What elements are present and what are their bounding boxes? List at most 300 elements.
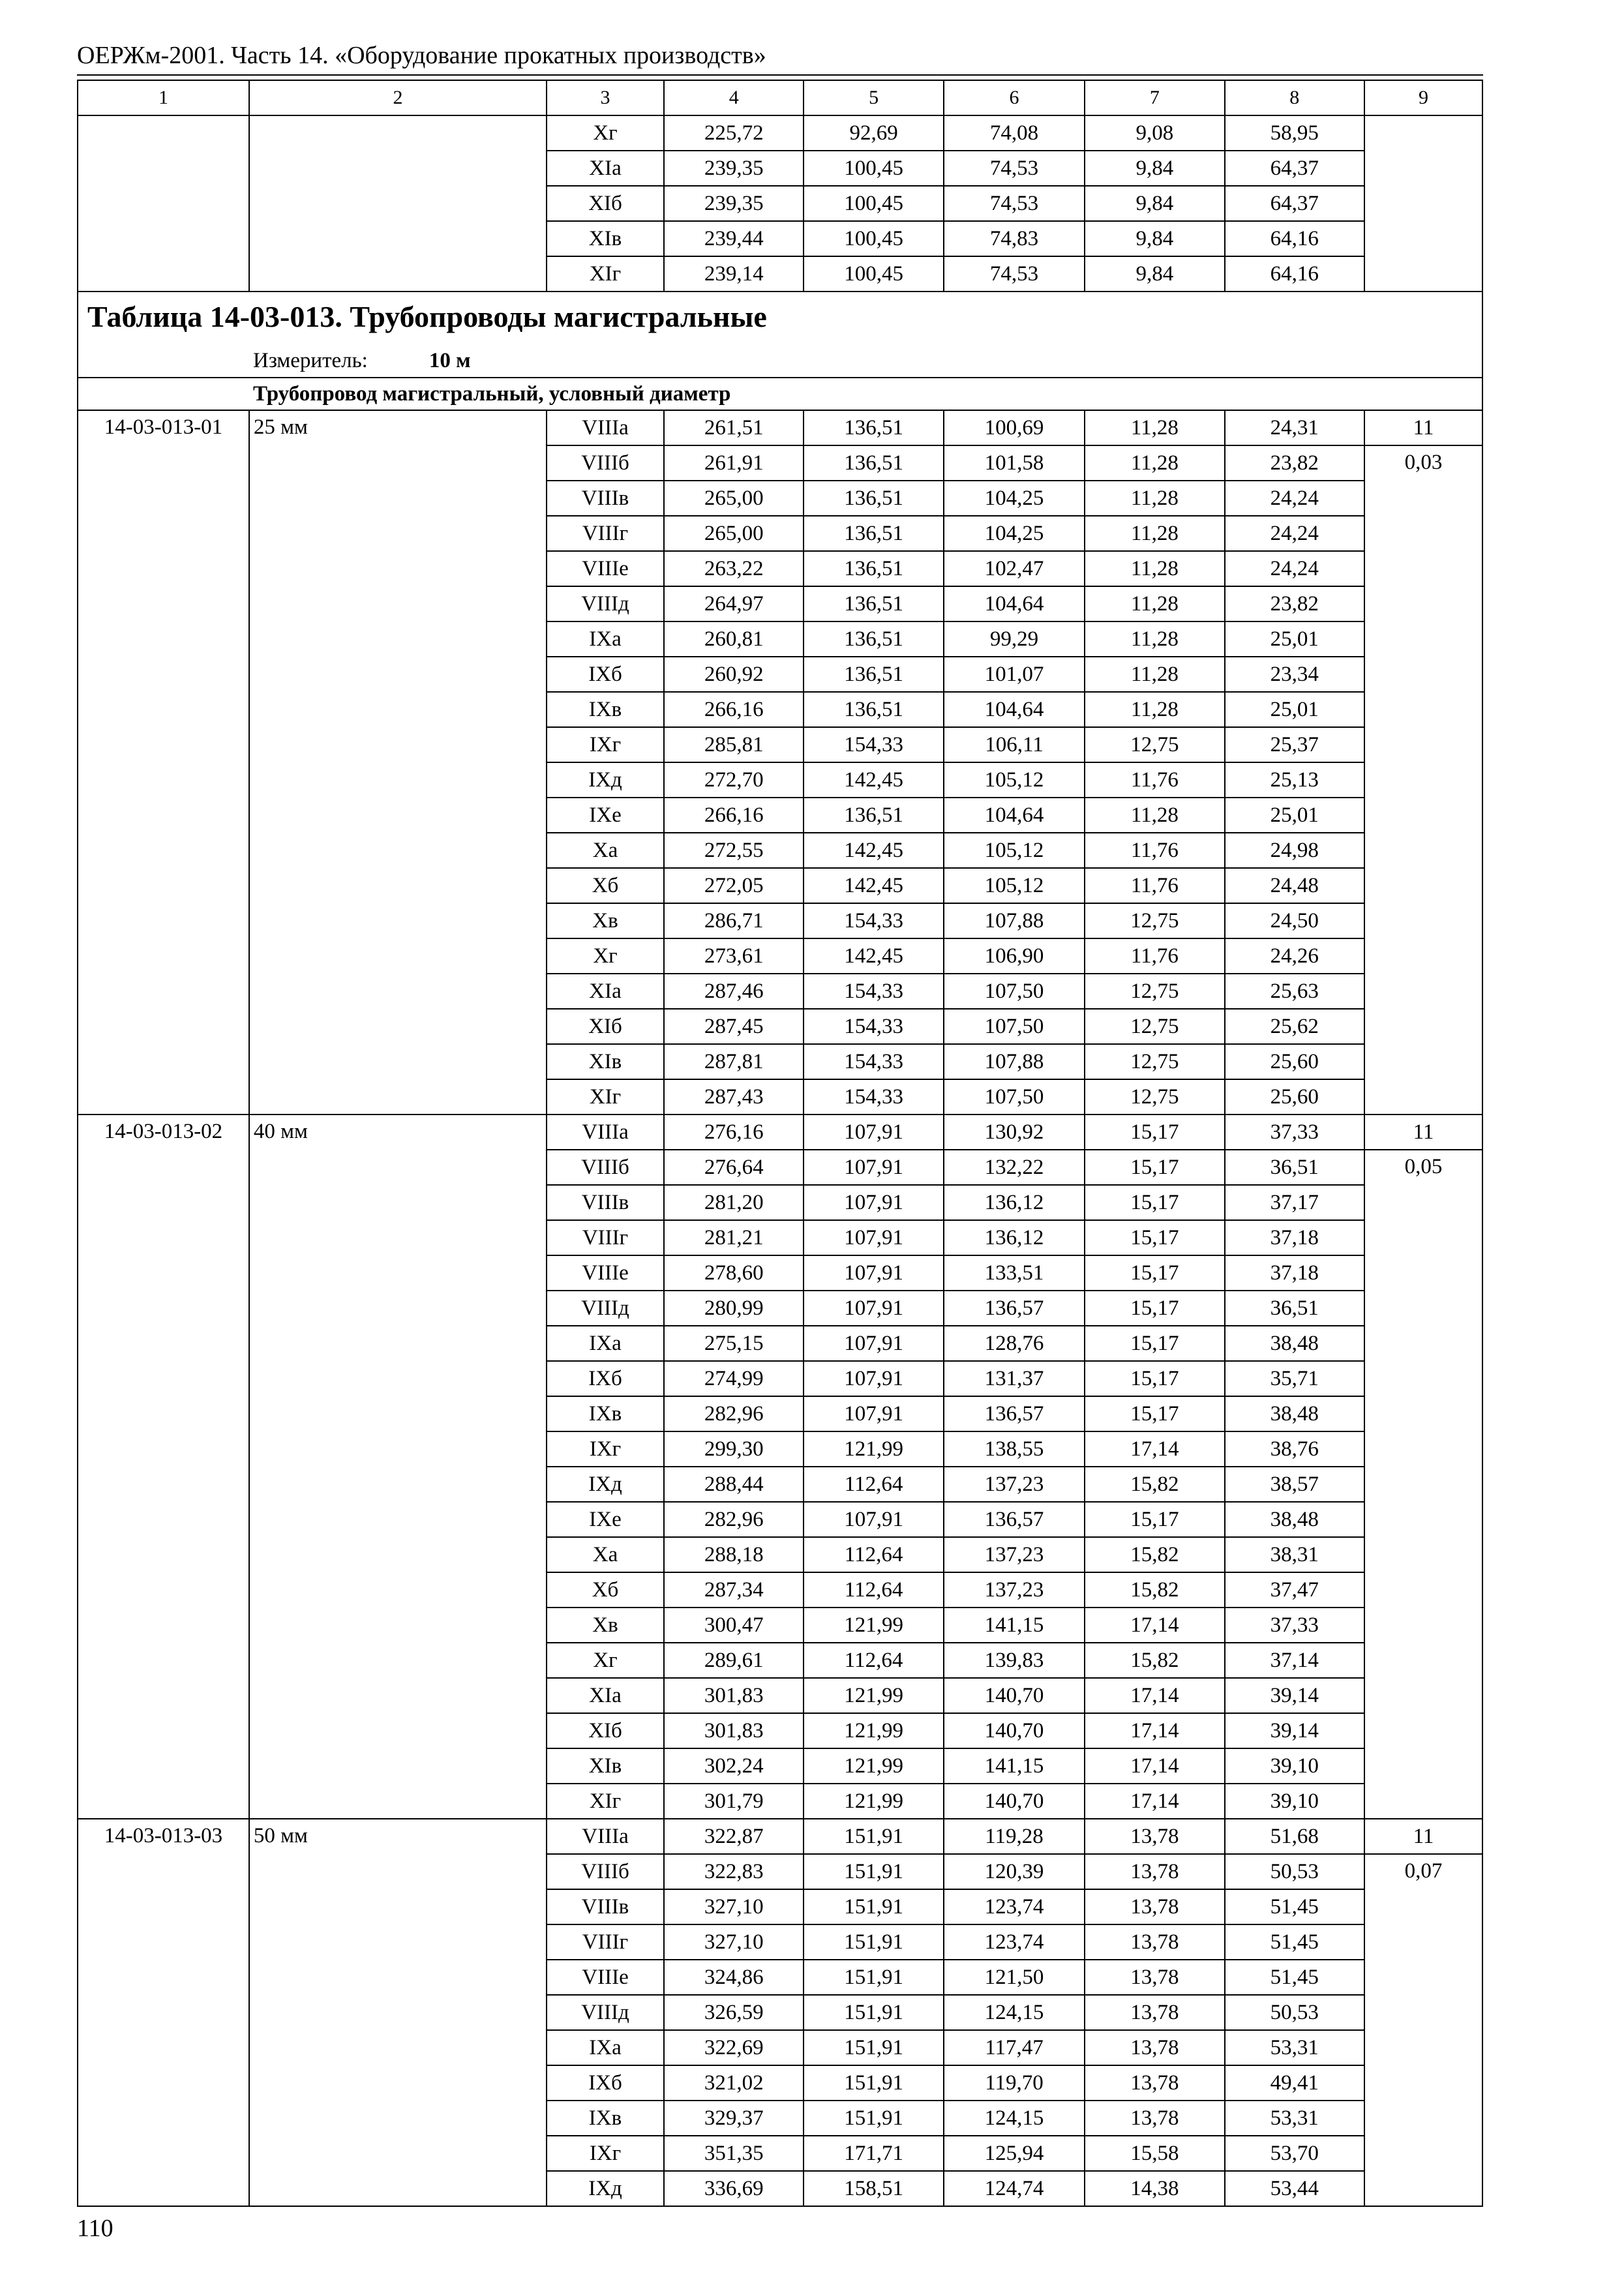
value-cell: 74,53	[944, 256, 1085, 292]
value-cell: 13,78	[1085, 2065, 1224, 2101]
value-cell: 239,44	[664, 221, 804, 256]
value-cell: 287,34	[664, 1572, 804, 1608]
value-cell: 107,50	[944, 974, 1085, 1009]
value-cell: 154,33	[804, 1079, 943, 1115]
value-cell: 25,01	[1225, 798, 1364, 833]
value-cell: 287,43	[664, 1079, 804, 1115]
value-cell: 239,35	[664, 151, 804, 186]
value-cell: 275,15	[664, 1326, 804, 1361]
value-cell: 107,88	[944, 903, 1085, 938]
value-cell: 25,01	[1225, 621, 1364, 657]
value-cell: 15,82	[1085, 1467, 1224, 1502]
value-cell: 142,45	[804, 868, 943, 903]
value-cell: 25,37	[1225, 727, 1364, 762]
value-cell: 139,83	[944, 1643, 1085, 1678]
value-cell: 125,94	[944, 2136, 1085, 2171]
page-number: 110	[77, 2215, 113, 2242]
value-cell: 9,08	[1085, 115, 1224, 151]
value-cell: 322,87	[664, 1819, 804, 1854]
column-number: 6	[944, 80, 1085, 115]
value-cell: 11,28	[1085, 692, 1224, 727]
value-cell: 327,10	[664, 1889, 804, 1924]
value-cell: 263,22	[664, 551, 804, 586]
value-cell: 107,91	[804, 1502, 943, 1537]
value-cell: 15,17	[1085, 1291, 1224, 1326]
col9-value-bottom: 0,05	[1364, 1150, 1482, 1819]
value-cell: 9,84	[1085, 221, 1224, 256]
value-cell: 37,33	[1225, 1115, 1364, 1150]
zone-cell: VIIIг	[547, 1220, 664, 1255]
value-cell: 38,57	[1225, 1467, 1364, 1502]
value-cell: 119,70	[944, 2065, 1085, 2101]
col9-value-bottom: 0,07	[1364, 1854, 1482, 2206]
value-cell: 280,99	[664, 1291, 804, 1326]
value-cell: 51,45	[1225, 1924, 1364, 1960]
running-head: ОЕРЖм-2001. Часть 14. «Оборудование прокатных производств»	[77, 42, 766, 69]
value-cell: 100,45	[804, 186, 943, 221]
column-number: 2	[249, 80, 547, 115]
value-cell: 107,91	[804, 1291, 943, 1326]
value-cell: 128,76	[944, 1326, 1085, 1361]
zone-cell: IXб	[547, 657, 664, 692]
value-cell: 11,28	[1085, 586, 1224, 621]
value-cell: 107,50	[944, 1079, 1085, 1115]
value-cell: 17,14	[1085, 1713, 1224, 1748]
value-cell: 11,28	[1085, 410, 1224, 445]
measure-line	[78, 344, 1482, 378]
value-cell: 326,59	[664, 1995, 804, 2030]
header-rule	[77, 74, 1483, 76]
value-cell: 25,60	[1225, 1079, 1364, 1115]
value-cell: 171,71	[804, 2136, 943, 2171]
zone-cell: Xб	[547, 868, 664, 903]
value-cell: 158,51	[804, 2171, 943, 2206]
value-cell: 11,76	[1085, 762, 1224, 798]
value-cell: 25,01	[1225, 692, 1364, 727]
value-cell: 141,15	[944, 1748, 1085, 1784]
value-cell: 9,84	[1085, 256, 1224, 292]
value-cell: 329,37	[664, 2101, 804, 2136]
value-cell: 112,64	[804, 1643, 943, 1678]
value-cell: 64,16	[1225, 256, 1364, 292]
zone-cell: IXв	[547, 2101, 664, 2136]
value-cell: 142,45	[804, 833, 943, 868]
value-cell: 24,48	[1225, 868, 1364, 903]
zone-cell: VIIIд	[547, 586, 664, 621]
value-cell: 17,14	[1085, 1678, 1224, 1713]
rate-name: 25 мм	[249, 410, 547, 1115]
value-cell: 12,75	[1085, 903, 1224, 938]
value-cell: 101,58	[944, 445, 1085, 481]
value-cell: 39,14	[1225, 1678, 1364, 1713]
value-cell: 299,30	[664, 1431, 804, 1467]
table-row	[78, 410, 1482, 445]
zone-cell: VIIIд	[547, 1995, 664, 2030]
value-cell: 141,15	[944, 1608, 1085, 1643]
value-cell: 151,91	[804, 2065, 943, 2101]
value-cell: 124,74	[944, 2171, 1085, 2206]
zone-cell: XIб	[547, 1713, 664, 1748]
value-cell: 15,17	[1085, 1220, 1224, 1255]
value-cell: 12,75	[1085, 1079, 1224, 1115]
value-cell: 123,74	[944, 1889, 1085, 1924]
value-cell: 151,91	[804, 1995, 943, 2030]
value-cell: 112,64	[804, 1467, 943, 1502]
value-cell: 24,24	[1225, 551, 1364, 586]
zone-cell: IXб	[547, 1361, 664, 1396]
value-cell: 15,17	[1085, 1326, 1224, 1361]
value-cell: 136,51	[804, 657, 943, 692]
value-cell: 121,99	[804, 1784, 943, 1819]
value-cell: 140,70	[944, 1713, 1085, 1748]
rate-code: 14-03-013-02	[78, 1115, 249, 1819]
value-cell: 25,63	[1225, 974, 1364, 1009]
zone-cell: Xг	[547, 1643, 664, 1678]
value-cell: 282,96	[664, 1396, 804, 1431]
value-cell: 38,48	[1225, 1502, 1364, 1537]
rates-table	[77, 80, 1483, 2207]
value-cell: 107,91	[804, 1150, 943, 1185]
value-cell: 112,64	[804, 1572, 943, 1608]
value-cell: 11,28	[1085, 798, 1224, 833]
value-cell: 53,31	[1225, 2101, 1364, 2136]
value-cell: 121,99	[804, 1678, 943, 1713]
value-cell: 15,17	[1085, 1115, 1224, 1150]
value-cell: 50,53	[1225, 1995, 1364, 2030]
table-title: Таблица 14-03-013. Трубопроводы магистральные	[78, 292, 1482, 344]
zone-cell: VIIIд	[547, 1291, 664, 1326]
value-cell: 142,45	[804, 762, 943, 798]
value-cell: 17,14	[1085, 1608, 1224, 1643]
value-cell: 131,37	[944, 1361, 1085, 1396]
value-cell: 151,91	[804, 1854, 943, 1889]
value-cell: 287,81	[664, 1044, 804, 1079]
value-cell: 121,50	[944, 1960, 1085, 1995]
value-cell: 151,91	[804, 1924, 943, 1960]
value-cell: 24,50	[1225, 903, 1364, 938]
value-cell: 37,14	[1225, 1643, 1364, 1678]
zone-cell: IXд	[547, 762, 664, 798]
value-cell: 287,45	[664, 1009, 804, 1044]
value-cell: 13,78	[1085, 2030, 1224, 2065]
value-cell: 138,55	[944, 1431, 1085, 1467]
value-cell: 278,60	[664, 1255, 804, 1291]
zone-cell: VIIIг	[547, 516, 664, 551]
col9-value-top: 11	[1364, 1115, 1482, 1150]
value-cell: 260,81	[664, 621, 804, 657]
value-cell: 17,14	[1085, 1748, 1224, 1784]
value-cell: 136,12	[944, 1220, 1085, 1255]
value-cell: 281,21	[664, 1220, 804, 1255]
value-cell: 107,91	[804, 1361, 943, 1396]
zone-cell: XIг	[547, 256, 664, 292]
value-cell: 136,51	[804, 481, 943, 516]
value-cell: 17,14	[1085, 1431, 1224, 1467]
rate-name: 50 мм	[249, 1819, 547, 2206]
value-cell: 274,99	[664, 1361, 804, 1396]
value-cell: 151,91	[804, 1819, 943, 1854]
value-cell: 50,53	[1225, 1854, 1364, 1889]
value-cell: 101,07	[944, 657, 1085, 692]
col9-value-top: 11	[1364, 410, 1482, 445]
col9-cell-empty	[1364, 115, 1482, 292]
value-cell: 287,46	[664, 974, 804, 1009]
value-cell: 301,79	[664, 1784, 804, 1819]
value-cell: 107,91	[804, 1396, 943, 1431]
value-cell: 92,69	[804, 115, 943, 151]
value-cell: 74,53	[944, 151, 1085, 186]
value-cell: 154,33	[804, 727, 943, 762]
value-cell: 100,45	[804, 151, 943, 186]
value-cell: 142,45	[804, 938, 943, 974]
zone-cell: IXд	[547, 1467, 664, 1502]
value-cell: 100,69	[944, 410, 1085, 445]
zone-cell: IXг	[547, 727, 664, 762]
value-cell: 266,16	[664, 692, 804, 727]
value-cell: 112,64	[804, 1537, 943, 1572]
value-cell: 11,76	[1085, 833, 1224, 868]
value-cell: 11,76	[1085, 938, 1224, 974]
value-cell: 289,61	[664, 1643, 804, 1678]
value-cell: 38,48	[1225, 1326, 1364, 1361]
value-cell: 282,96	[664, 1502, 804, 1537]
value-cell: 136,51	[804, 798, 943, 833]
value-cell: 107,91	[804, 1220, 943, 1255]
value-cell: 64,37	[1225, 151, 1364, 186]
value-cell: 124,15	[944, 1995, 1085, 2030]
value-cell: 15,17	[1085, 1185, 1224, 1220]
zone-cell: Xб	[547, 1572, 664, 1608]
value-cell: 12,75	[1085, 1044, 1224, 1079]
value-cell: 140,70	[944, 1678, 1085, 1713]
value-cell: 276,16	[664, 1115, 804, 1150]
value-cell: 106,11	[944, 727, 1085, 762]
zone-cell: IXе	[547, 1502, 664, 1537]
zone-cell: VIIIе	[547, 1255, 664, 1291]
column-number: 8	[1225, 80, 1364, 115]
value-cell: 239,35	[664, 186, 804, 221]
value-cell: 14,38	[1085, 2171, 1224, 2206]
value-cell: 136,57	[944, 1291, 1085, 1326]
value-cell: 322,83	[664, 1854, 804, 1889]
value-cell: 11,28	[1085, 516, 1224, 551]
value-cell: 119,28	[944, 1819, 1085, 1854]
value-cell: 136,57	[944, 1396, 1085, 1431]
value-cell: 281,20	[664, 1185, 804, 1220]
value-cell: 136,51	[804, 410, 943, 445]
value-cell: 15,17	[1085, 1255, 1224, 1291]
value-cell: 151,91	[804, 1960, 943, 1995]
value-cell: 151,91	[804, 2030, 943, 2065]
value-cell: 301,83	[664, 1678, 804, 1713]
zone-cell: IXг	[547, 1431, 664, 1467]
value-cell: 105,12	[944, 833, 1085, 868]
value-cell: 51,45	[1225, 1889, 1364, 1924]
col9-value-bottom: 0,03	[1364, 445, 1482, 1115]
value-cell: 74,83	[944, 221, 1085, 256]
value-cell: 12,75	[1085, 727, 1224, 762]
value-cell: 136,51	[804, 516, 943, 551]
zone-cell: VIIIб	[547, 1854, 664, 1889]
value-cell: 265,00	[664, 481, 804, 516]
value-cell: 15,82	[1085, 1537, 1224, 1572]
zone-cell: IXг	[547, 2136, 664, 2171]
value-cell: 121,99	[804, 1713, 943, 1748]
column-number: 7	[1085, 80, 1224, 115]
value-cell: 38,31	[1225, 1537, 1364, 1572]
value-cell: 105,12	[944, 868, 1085, 903]
value-cell: 9,84	[1085, 151, 1224, 186]
zone-cell: Xв	[547, 1608, 664, 1643]
value-cell: 336,69	[664, 2171, 804, 2206]
value-cell: 37,18	[1225, 1220, 1364, 1255]
value-cell: 102,47	[944, 551, 1085, 586]
zone-cell: VIIIб	[547, 445, 664, 481]
value-cell: 140,70	[944, 1784, 1085, 1819]
value-cell: 265,00	[664, 516, 804, 551]
zone-cell: VIIIе	[547, 1960, 664, 1995]
zone-cell: IXе	[547, 798, 664, 833]
value-cell: 24,31	[1225, 410, 1364, 445]
value-cell: 136,51	[804, 586, 943, 621]
value-cell: 12,75	[1085, 974, 1224, 1009]
table-subheading: Трубопровод магистральный, условный диаметр	[78, 378, 1482, 410]
table-title-row	[78, 292, 1482, 344]
value-cell: 154,33	[804, 1044, 943, 1079]
zone-cell: Xв	[547, 903, 664, 938]
value-cell: 25,60	[1225, 1044, 1364, 1079]
value-cell: 13,78	[1085, 1854, 1224, 1889]
value-cell: 121,99	[804, 1608, 943, 1643]
zone-cell: VIIIб	[547, 1150, 664, 1185]
zone-cell: XIa	[547, 151, 664, 186]
zone-cell: IXб	[547, 2065, 664, 2101]
value-cell: 51,68	[1225, 1819, 1364, 1854]
value-cell: 11,76	[1085, 868, 1224, 903]
value-cell: 38,48	[1225, 1396, 1364, 1431]
value-cell: 288,44	[664, 1467, 804, 1502]
value-cell: 272,05	[664, 868, 804, 903]
zone-cell: IXв	[547, 692, 664, 727]
value-cell: 74,53	[944, 186, 1085, 221]
value-cell: 39,10	[1225, 1748, 1364, 1784]
value-cell: 23,34	[1225, 657, 1364, 692]
value-cell: 260,92	[664, 657, 804, 692]
value-cell: 136,51	[804, 621, 943, 657]
value-cell: 15,17	[1085, 1361, 1224, 1396]
value-cell: 132,22	[944, 1150, 1085, 1185]
value-cell: 123,74	[944, 1924, 1085, 1960]
value-cell: 74,08	[944, 115, 1085, 151]
value-cell: 25,62	[1225, 1009, 1364, 1044]
value-cell: 37,47	[1225, 1572, 1364, 1608]
value-cell: 37,17	[1225, 1185, 1364, 1220]
value-cell: 300,47	[664, 1608, 804, 1643]
value-cell: 11,28	[1085, 551, 1224, 586]
value-cell: 154,33	[804, 1009, 943, 1044]
value-cell: 37,18	[1225, 1255, 1364, 1291]
value-cell: 100,45	[804, 256, 943, 292]
zone-cell: XIб	[547, 1009, 664, 1044]
value-cell: 24,98	[1225, 833, 1364, 868]
value-cell: 137,23	[944, 1467, 1085, 1502]
column-number: 1	[78, 80, 249, 115]
value-cell: 13,78	[1085, 1924, 1224, 1960]
zone-cell: VIIIa	[547, 410, 664, 445]
zone-cell: XIв	[547, 1044, 664, 1079]
zone-cell: IXa	[547, 2030, 664, 2065]
value-cell: 239,14	[664, 256, 804, 292]
zone-cell: VIIIв	[547, 1185, 664, 1220]
zone-cell: Xa	[547, 1537, 664, 1572]
value-cell: 261,51	[664, 410, 804, 445]
value-cell: 261,91	[664, 445, 804, 481]
value-cell: 17,14	[1085, 1784, 1224, 1819]
zone-cell: IXa	[547, 621, 664, 657]
value-cell: 24,24	[1225, 481, 1364, 516]
value-cell: 286,71	[664, 903, 804, 938]
value-cell: 13,78	[1085, 1960, 1224, 1995]
value-cell: 9,84	[1085, 186, 1224, 221]
value-cell: 15,17	[1085, 1396, 1224, 1431]
zone-cell: VIIIa	[547, 1115, 664, 1150]
value-cell: 11,28	[1085, 621, 1224, 657]
value-cell: 121,99	[804, 1431, 943, 1467]
value-cell: 39,10	[1225, 1784, 1364, 1819]
value-cell: 154,33	[804, 974, 943, 1009]
value-cell: 321,02	[664, 2065, 804, 2101]
value-cell: 36,51	[1225, 1291, 1364, 1326]
zone-cell: XIa	[547, 974, 664, 1009]
zone-cell: VIIIе	[547, 551, 664, 586]
zone-cell: XIг	[547, 1784, 664, 1819]
rate-code: 14-03-013-03	[78, 1819, 249, 2206]
value-cell: 53,31	[1225, 2030, 1364, 2065]
value-cell: 24,26	[1225, 938, 1364, 974]
code-cell-empty	[78, 115, 249, 292]
zone-cell: VIIIв	[547, 481, 664, 516]
value-cell: 151,91	[804, 1889, 943, 1924]
value-cell: 15,82	[1085, 1572, 1224, 1608]
value-cell: 324,86	[664, 1960, 804, 1995]
value-cell: 136,51	[804, 692, 943, 727]
value-cell: 273,61	[664, 938, 804, 974]
value-cell: 64,37	[1225, 186, 1364, 221]
value-cell: 38,76	[1225, 1431, 1364, 1467]
value-cell: 107,91	[804, 1326, 943, 1361]
value-cell: 58,95	[1225, 115, 1364, 151]
value-cell: 272,55	[664, 833, 804, 868]
rate-code: 14-03-013-01	[78, 410, 249, 1115]
zone-cell: IXд	[547, 2171, 664, 2206]
value-cell: 121,99	[804, 1748, 943, 1784]
value-cell: 133,51	[944, 1255, 1085, 1291]
value-cell: 53,70	[1225, 2136, 1364, 2171]
value-cell: 24,24	[1225, 516, 1364, 551]
value-cell: 130,92	[944, 1115, 1085, 1150]
zone-cell: XIa	[547, 1678, 664, 1713]
value-cell: 137,23	[944, 1537, 1085, 1572]
table-row	[78, 1115, 1482, 1150]
value-cell: 264,97	[664, 586, 804, 621]
value-cell: 137,23	[944, 1572, 1085, 1608]
column-number-row	[78, 80, 1482, 115]
value-cell: 53,44	[1225, 2171, 1364, 2206]
zone-cell: VIIIв	[547, 1889, 664, 1924]
value-cell: 12,75	[1085, 1009, 1224, 1044]
value-cell: 25,13	[1225, 762, 1364, 798]
value-cell: 107,91	[804, 1185, 943, 1220]
